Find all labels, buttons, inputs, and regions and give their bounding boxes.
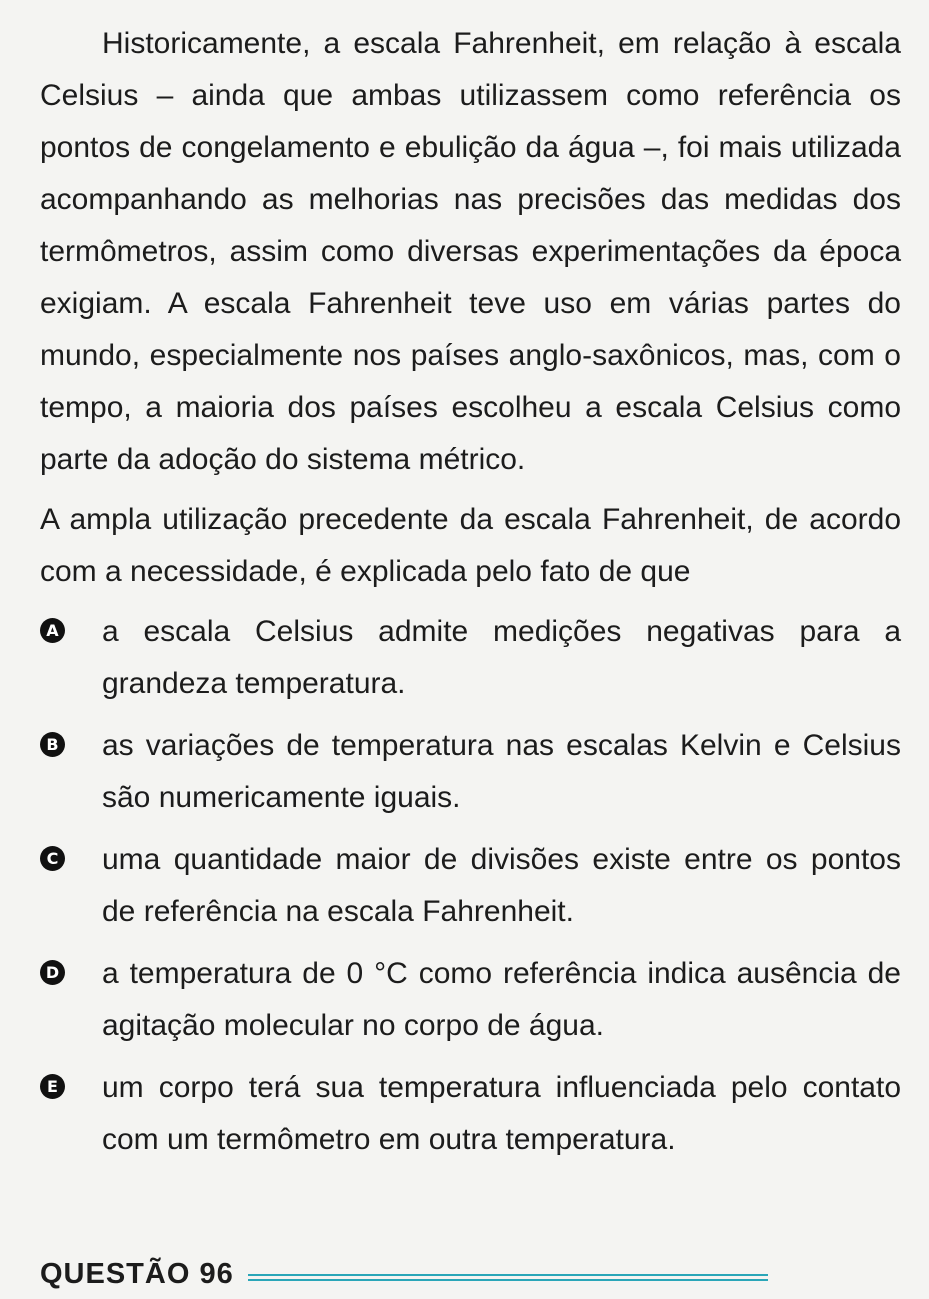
option-a[interactable] — [40, 606, 901, 710]
passage-text: Historicamente, a escala Fahrenheit, em relação à escala Celsius – ainda que ambas utilizassem como referência os pontos de congelamento e ebulição da água –, foi mais utilizada acompanhando as melhorias nas precisões das medidas dos termômetros, assim como diversas experimentações da época exigiam. A escala Fahrenheit teve uso em várias partes do mundo, especialmente nos países anglo-saxônicos, mas, com o tempo, a maioria dos países escolheu a escala Celsius como parte da adoção do sistema métrico. — [40, 27, 901, 476]
option-e-letter-icon: E — [40, 1074, 65, 1099]
option-e[interactable] — [40, 1062, 901, 1166]
option-c-letter-icon: C — [40, 846, 65, 871]
answer-options — [40, 606, 901, 1166]
option-b-text: as variações de temperatura nas escalas Kelvin e Celsius são numericamente iguais. — [102, 729, 901, 814]
next-question-header — [40, 1258, 929, 1291]
option-e-text: um corpo terá sua temperatura influenciada pelo contato com um termômetro em outra temperatura. — [102, 1071, 901, 1156]
header-double-rule — [248, 1274, 768, 1281]
option-c[interactable] — [40, 834, 901, 938]
option-d-text: a temperatura de 0 °C como referência indica ausência de agitação molecular no corpo de água. — [102, 957, 901, 1042]
option-d[interactable] — [40, 948, 901, 1052]
question-stem: A ampla utilização precedente da escala Fahrenheit, de acordo com a necessidade, é explicada pelo fato de que — [40, 503, 901, 588]
option-d-letter-icon: D — [40, 960, 65, 985]
option-b[interactable] — [40, 720, 901, 824]
option-b-letter-icon: B — [40, 732, 65, 757]
option-a-text: a escala Celsius admite medições negativas para a grandeza temperatura. — [102, 615, 901, 700]
option-c-text: uma quantidade maior de divisões existe entre os pontos de referência na escala Fahrenheit. — [102, 843, 901, 928]
question-number-label: QUESTÃO 96 — [40, 1258, 234, 1290]
option-a-letter-icon: A — [40, 618, 65, 643]
